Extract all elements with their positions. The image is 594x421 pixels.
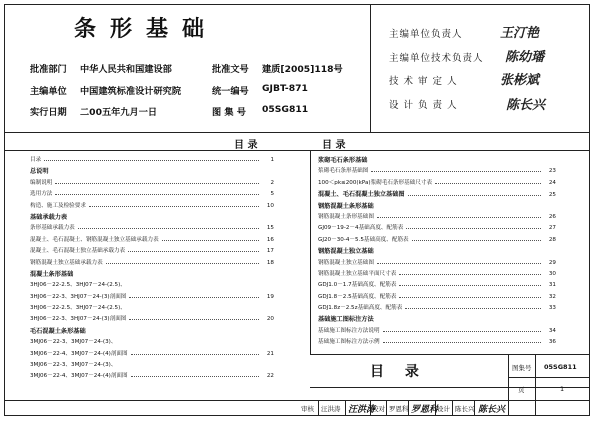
designer-name: 陈长兴 (455, 405, 475, 413)
toc-row-continued: 3HJ06－22-2.5、3HJ07－24-(2.5)、 (30, 305, 126, 312)
review-label: 技 术 审 定 人 (389, 76, 458, 87)
designer-signature: 陈长兴 (478, 405, 506, 415)
atlas-title: 条形基础 (74, 16, 219, 42)
toc-row[interactable]: 钢筋混凝土独立基础图 29 (318, 259, 556, 266)
design-signature: 陈长兴 (506, 98, 546, 113)
approval-dept-label: 批准部门 (30, 64, 67, 75)
toc-divider (310, 150, 311, 354)
effective-date-label: 实行日期 (30, 107, 67, 118)
toc-heading-rule (4, 150, 590, 151)
toc-row[interactable]: 混凝土、毛石混凝土、钢筋混凝土独立基础承载力表 16 (30, 236, 274, 243)
strip-vsep (318, 400, 319, 416)
toc-row[interactable]: 3MJ06－22-4、3MJ07－24-(4)剖面图 22 (30, 373, 274, 380)
strip-vsep (345, 400, 346, 416)
toc-row[interactable]: GJ09－19-2－4基础高度、配筋表 27 (318, 225, 556, 232)
toc-row[interactable]: 基础施工图标注方法说明 34 (318, 327, 556, 334)
title-block-top (310, 354, 590, 355)
toc-row[interactable]: GJ20－30-4－5.5基础高度、配筋表 28 (318, 236, 556, 243)
editor-unit-label: 主编单位 (30, 86, 67, 97)
title-block-vsep-2 (535, 354, 536, 416)
unified-no: GJBT-871 (262, 83, 308, 94)
toc-row[interactable]: 3HJ06－22-3、3HJ07－24-(3)剖面图 19 (30, 293, 274, 300)
toc-left-column (30, 155, 274, 383)
toc-section: 毛石混凝土条形基础 (30, 327, 86, 335)
atlas-no-tb: 05SG811 (544, 363, 577, 371)
chief-label: 主编单位负责人 (389, 29, 463, 40)
toc-row[interactable]: 浆砌毛石条形基础图 23 (318, 168, 556, 175)
toc-row[interactable]: 钢筋混凝土独立基础承载力表 18 (30, 259, 274, 266)
chief-signature: 王汀艳 (500, 26, 540, 41)
header-divider (370, 4, 371, 132)
approval-doc: 建质[2005]118号 (262, 64, 343, 75)
toc-row-continued: 3HJ06－22-2.5、3HJ07－24-(2.5)、 (30, 282, 126, 289)
toc-row[interactable]: 3MJ06－22-4、3MJ07－24-(4)剖面图 21 (30, 350, 274, 357)
toc-section: 钢筋混凝土独立基础 (318, 248, 374, 256)
atlas-no-label: 图 集 号 (212, 107, 246, 118)
unified-no-label: 统一编号 (212, 86, 249, 97)
toc-section: 基础承载力表 (30, 213, 68, 221)
checker-signature: 罗恩科 (411, 405, 439, 415)
checker-label: 校对 (372, 405, 385, 413)
title-block-bottom-row (4, 400, 590, 401)
toc-section: 基础施工图标注方法 (318, 316, 374, 324)
approval-doc-label: 批准文号 (212, 64, 249, 75)
toc-row[interactable]: 构造、施工及检验要求 10 (30, 202, 274, 209)
toc-right-column (318, 155, 556, 349)
toc-row[interactable]: 混凝土、毛石混凝土独立基础图 25 (318, 191, 556, 199)
toc-row[interactable]: 基础施工图标注方法示例 36 (318, 339, 556, 346)
tech-signature: 陈幼璠 (505, 50, 545, 65)
page-label: 页 (518, 386, 525, 394)
header-separator (4, 132, 590, 133)
toc-row[interactable]: 钢筋混凝土条形基础图 26 (318, 213, 556, 220)
toc-row[interactable]: 条形基础承载力表 15 (30, 225, 274, 232)
strip-vsep (386, 400, 387, 416)
tech-label: 主编单位技术负责人 (389, 53, 484, 64)
toc-row[interactable]: 钢筋混凝土独立基础平面尺寸表 30 (318, 270, 556, 277)
title-block-name: 目 录 (370, 364, 427, 380)
reviewer-name: 汪洪涛 (321, 405, 341, 413)
page-number: 1 (560, 385, 565, 393)
toc-row[interactable]: 编制说明 2 (30, 179, 274, 186)
title-block-mid (310, 387, 590, 388)
toc-section: 混凝土条形基础 (30, 270, 74, 278)
designer-label: 设计 (437, 405, 450, 413)
toc-section: 浆砌毛石条形基础 (318, 157, 368, 164)
checker-name: 罗恩科 (389, 405, 409, 413)
toc-row[interactable]: 目录 1 (30, 157, 274, 163)
toc-section: 钢筋混凝土条形基础 (318, 202, 374, 210)
atlas-no-label-tb: 图集号 (512, 364, 532, 372)
toc-row[interactable]: 混凝土、毛石混凝土独立基础承载力表 17 (30, 248, 274, 255)
design-label: 设 计 负 责 人 (389, 100, 458, 111)
reviewer-label: 审核 (301, 405, 314, 413)
toc-heading-left: 目 录 (234, 140, 258, 151)
atlas-no: 05SG811 (262, 104, 309, 115)
toc-row[interactable]: GDJ1.0－1.7基础高度、配筋表 31 (318, 282, 556, 289)
toc-row[interactable]: 选用方法 5 (30, 191, 274, 198)
title-block-page-rule (508, 377, 590, 378)
toc-section: 总说明 (30, 168, 49, 176)
toc-row[interactable]: GDJ1.8－2.5基础高度、配筋表 32 (318, 293, 556, 300)
review-signature: 张彬斌 (500, 73, 540, 88)
editor-unit: 中国建筑标准设计研究院 (80, 86, 182, 97)
toc-row[interactable]: GDJ1.8z－2.5z基础高度、配筋表 33 (318, 305, 556, 312)
toc-row[interactable]: 100＜pk≤200(kPa)浆砌毛石条形基础尺寸表 24 (318, 179, 556, 186)
toc-heading-right: 目 录 (322, 140, 346, 151)
reviewer-signature: 汪洪涛 (348, 405, 376, 415)
approval-dept: 中华人民共和国建设部 (80, 64, 172, 75)
toc-row-continued: 3MJ06－22-3、3MJ07－24-(3)、 (30, 339, 117, 346)
effective-date: 二00五年九月一日 (80, 107, 158, 118)
strip-vsep (508, 400, 509, 416)
toc-row[interactable]: 3HJ06－22-3、3HJ07－24-(3)剖面图 20 (30, 316, 274, 323)
strip-vsep (452, 400, 453, 416)
toc-row-continued: 3MJ06－22-3、3MJ07－24-(3)、 (30, 362, 117, 369)
